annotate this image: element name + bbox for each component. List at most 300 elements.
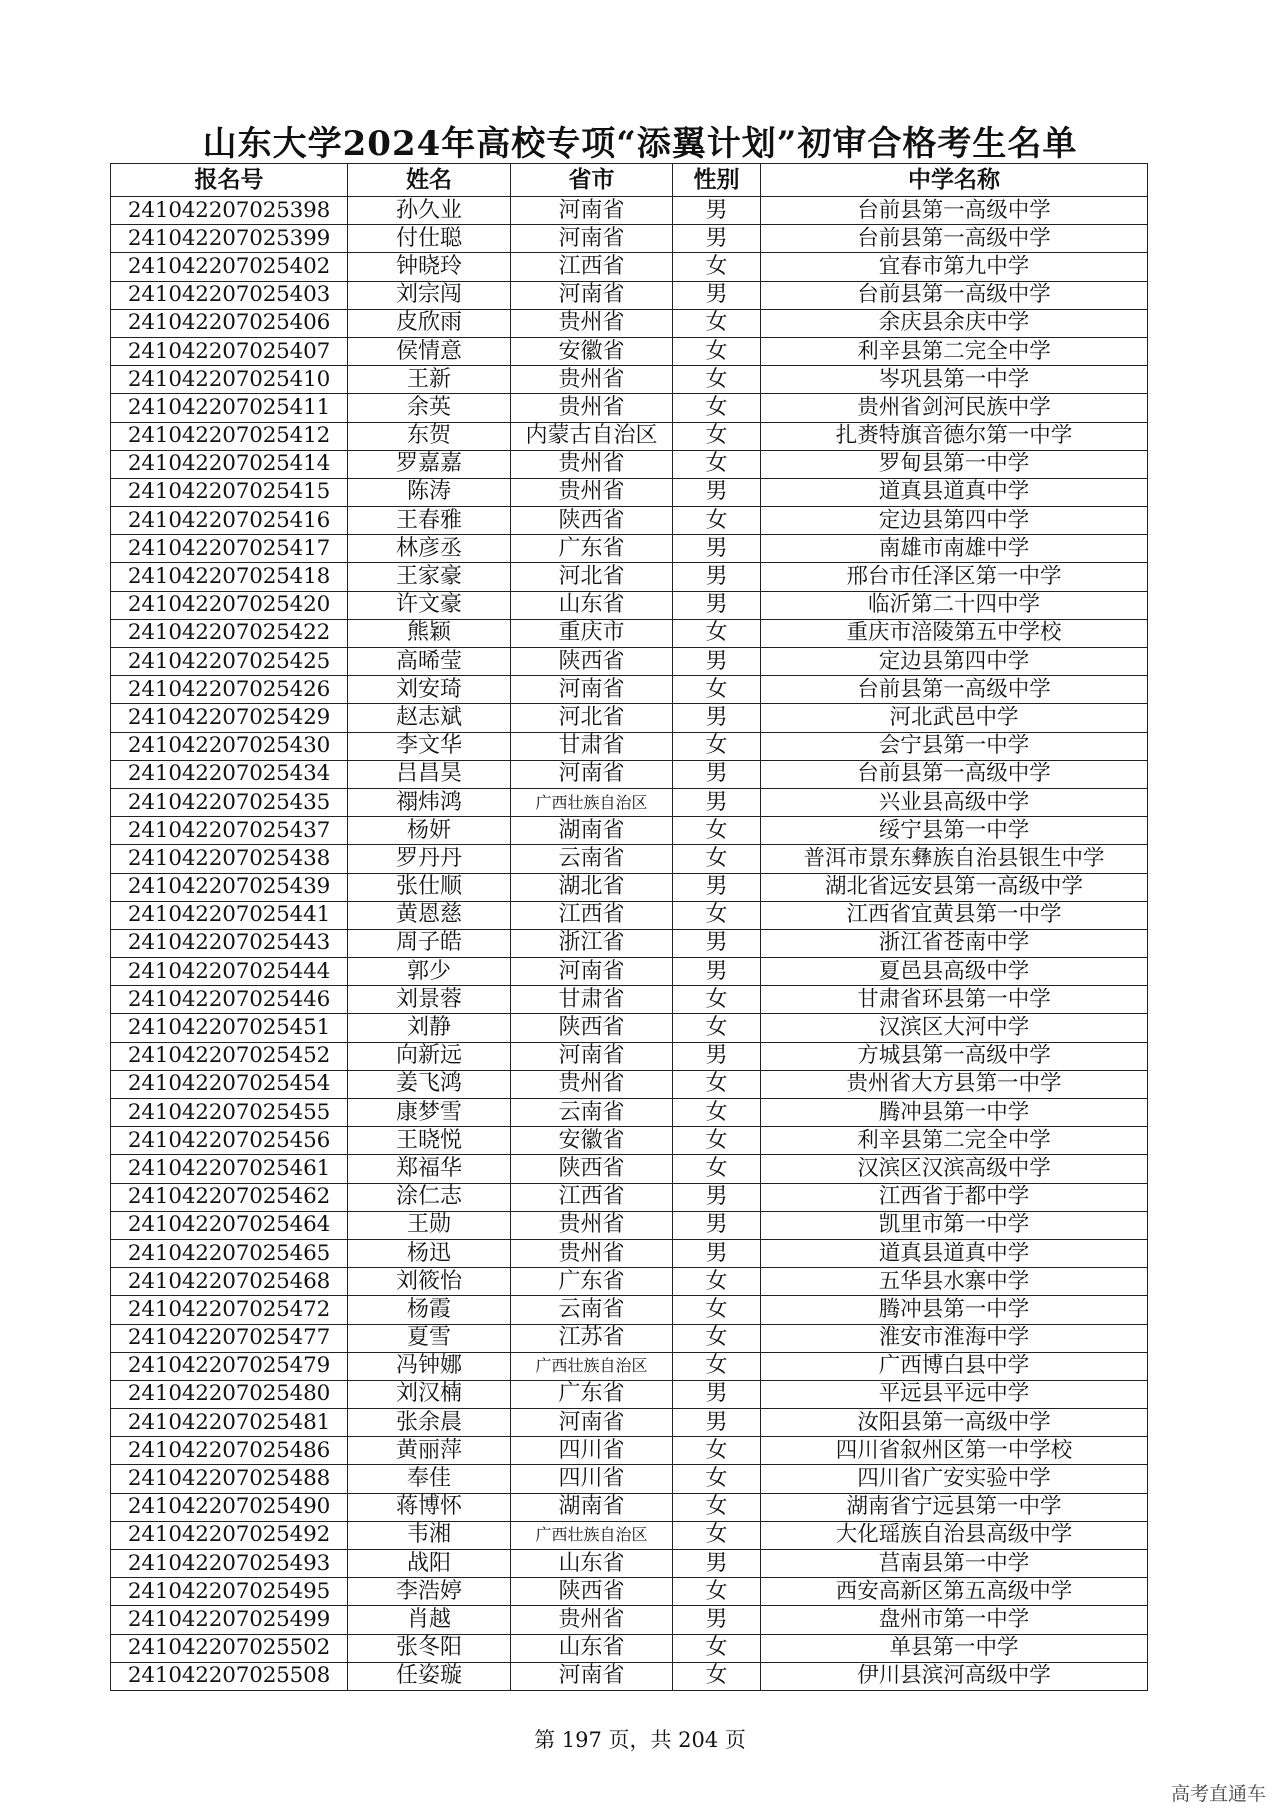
registration-number-cell: 241042207025412	[111, 422, 348, 450]
table-row	[111, 535, 1148, 563]
school-cell: 台前县第一高级中学	[761, 225, 1148, 253]
registration-number-cell: 241042207025468	[111, 1268, 348, 1296]
province-cell: 广西壮族自治区	[511, 1352, 673, 1380]
student-name-cell: 韦湘	[348, 1521, 511, 1549]
province-cell: 山东省	[511, 1634, 673, 1662]
table-row	[111, 845, 1148, 873]
gender-cell: 男	[673, 1239, 761, 1267]
registration-number-cell: 241042207025477	[111, 1324, 348, 1352]
student-name-cell: 王家豪	[348, 563, 511, 591]
gender-cell: 女	[673, 901, 761, 929]
table-row	[111, 929, 1148, 957]
province-cell: 安徽省	[511, 337, 673, 365]
registration-number-cell: 241042207025472	[111, 1296, 348, 1324]
table-row	[111, 1437, 1148, 1465]
table-row	[111, 873, 1148, 901]
school-cell: 广西博白县中学	[761, 1352, 1148, 1380]
province-cell: 河南省	[511, 225, 673, 253]
province-cell: 贵州省	[511, 366, 673, 394]
school-cell: 定边县第四中学	[761, 507, 1148, 535]
gender-cell: 男	[673, 648, 761, 676]
registration-number-cell: 241042207025502	[111, 1634, 348, 1662]
province-cell: 广东省	[511, 1268, 673, 1296]
registration-number-cell: 241042207025508	[111, 1662, 348, 1690]
table-row	[111, 1183, 1148, 1211]
table-row	[111, 958, 1148, 986]
table-row	[111, 1268, 1148, 1296]
gender-cell: 女	[673, 337, 761, 365]
registration-number-cell: 241042207025465	[111, 1239, 348, 1267]
school-cell: 贵州省剑河民族中学	[761, 394, 1148, 422]
school-cell: 重庆市涪陵第五中学校	[761, 619, 1148, 647]
gender-cell: 女	[673, 309, 761, 337]
registration-number-cell: 241042207025398	[111, 197, 348, 225]
student-name-cell: 黄恩慈	[348, 901, 511, 929]
table-row	[111, 507, 1148, 535]
gender-cell: 女	[673, 1070, 761, 1098]
school-cell: 莒南县第一中学	[761, 1550, 1148, 1578]
student-name-cell: 周子皓	[348, 929, 511, 957]
student-name-cell: 王春雅	[348, 507, 511, 535]
student-name-cell: 张仕顺	[348, 873, 511, 901]
province-cell: 江西省	[511, 253, 673, 281]
student-name-cell: 林彦丞	[348, 535, 511, 563]
student-name-cell: 王晓悦	[348, 1127, 511, 1155]
student-name-cell: 康梦雪	[348, 1099, 511, 1127]
school-cell: 西安高新区第五高级中学	[761, 1578, 1148, 1606]
registration-number-cell: 241042207025438	[111, 845, 348, 873]
table-row	[111, 1634, 1148, 1662]
province-cell: 河南省	[511, 197, 673, 225]
gender-cell: 女	[673, 619, 761, 647]
student-name-cell: 黄丽萍	[348, 1437, 511, 1465]
province-cell: 安徽省	[511, 1127, 673, 1155]
registration-number-cell: 241042207025479	[111, 1352, 348, 1380]
table-row	[111, 817, 1148, 845]
school-cell: 邢台市任泽区第一中学	[761, 563, 1148, 591]
student-name-cell: 张余晨	[348, 1409, 511, 1437]
school-cell: 道真县道真中学	[761, 478, 1148, 506]
table-row	[111, 1493, 1148, 1521]
table-row	[111, 1352, 1148, 1380]
school-cell: 汝阳县第一高级中学	[761, 1409, 1148, 1437]
school-cell: 夏邑县高级中学	[761, 958, 1148, 986]
table-row	[111, 1099, 1148, 1127]
header-school: 中学名称	[761, 164, 1148, 197]
student-name-cell: 夏雪	[348, 1324, 511, 1352]
gender-cell: 女	[673, 1127, 761, 1155]
province-cell: 湖北省	[511, 873, 673, 901]
gender-cell: 女	[673, 1634, 761, 1662]
registration-number-cell: 241042207025462	[111, 1183, 348, 1211]
gender-cell: 女	[673, 1465, 761, 1493]
province-cell: 河南省	[511, 1409, 673, 1437]
gender-cell: 男	[673, 704, 761, 732]
registration-number-cell: 241042207025444	[111, 958, 348, 986]
school-cell: 四川省广安实验中学	[761, 1465, 1148, 1493]
gender-cell: 女	[673, 817, 761, 845]
gender-cell: 男	[673, 1211, 761, 1239]
student-name-cell: 张冬阳	[348, 1634, 511, 1662]
student-name-cell: 高晞莹	[348, 648, 511, 676]
student-name-cell: 杨霞	[348, 1296, 511, 1324]
registration-number-cell: 241042207025426	[111, 676, 348, 704]
gender-cell: 女	[673, 422, 761, 450]
school-cell: 湖北省远安县第一高级中学	[761, 873, 1148, 901]
student-name-cell: 孙久业	[348, 197, 511, 225]
header-gender: 性别	[673, 164, 761, 197]
province-cell: 甘肃省	[511, 986, 673, 1014]
registration-number-cell: 241042207025493	[111, 1550, 348, 1578]
registration-number-cell: 241042207025418	[111, 563, 348, 591]
gender-cell: 男	[673, 225, 761, 253]
student-name-cell: 姜飞鸿	[348, 1070, 511, 1098]
province-cell: 云南省	[511, 1296, 673, 1324]
province-cell: 河南省	[511, 760, 673, 788]
province-cell: 山东省	[511, 1550, 673, 1578]
province-cell: 贵州省	[511, 1211, 673, 1239]
registration-number-cell: 241042207025441	[111, 901, 348, 929]
student-name-cell: 侯情意	[348, 337, 511, 365]
student-name-cell: 陈涛	[348, 478, 511, 506]
school-cell: 大化瑶族自治县高级中学	[761, 1521, 1148, 1549]
table-row	[111, 901, 1148, 929]
school-cell: 岑巩县第一中学	[761, 366, 1148, 394]
registration-number-cell: 241042207025425	[111, 648, 348, 676]
province-cell: 河南省	[511, 1042, 673, 1070]
registration-number-cell: 241042207025455	[111, 1099, 348, 1127]
province-cell: 湖南省	[511, 817, 673, 845]
student-name-cell: 奉佳	[348, 1465, 511, 1493]
school-cell: 方城县第一高级中学	[761, 1042, 1148, 1070]
student-name-cell: 郑福华	[348, 1155, 511, 1183]
school-cell: 会宁县第一中学	[761, 732, 1148, 760]
registration-number-cell: 241042207025422	[111, 619, 348, 647]
gender-cell: 男	[673, 929, 761, 957]
table-row	[111, 366, 1148, 394]
registration-number-cell: 241042207025454	[111, 1070, 348, 1098]
student-name-cell: 许文豪	[348, 591, 511, 619]
province-cell: 江西省	[511, 901, 673, 929]
school-cell: 普洱市景东彝族自治县银生中学	[761, 845, 1148, 873]
table-row	[111, 1380, 1148, 1408]
school-cell: 汉滨区汉滨高级中学	[761, 1155, 1148, 1183]
table-row	[111, 1042, 1148, 1070]
school-cell: 兴业县高级中学	[761, 788, 1148, 816]
province-cell: 湖南省	[511, 1493, 673, 1521]
school-cell: 甘肃省环县第一中学	[761, 986, 1148, 1014]
table-row	[111, 1550, 1148, 1578]
student-name-cell: 蒋博怀	[348, 1493, 511, 1521]
table-row	[111, 281, 1148, 309]
gender-cell: 男	[673, 1606, 761, 1634]
gender-cell: 男	[673, 1409, 761, 1437]
candidate-table	[110, 163, 1148, 1691]
table-row	[111, 253, 1148, 281]
registration-number-cell: 241042207025411	[111, 394, 348, 422]
school-cell: 汉滨区大河中学	[761, 1014, 1148, 1042]
registration-number-cell: 241042207025406	[111, 309, 348, 337]
registration-number-cell: 241042207025495	[111, 1578, 348, 1606]
gender-cell: 女	[673, 1099, 761, 1127]
province-cell: 河南省	[511, 281, 673, 309]
student-name-cell: 付仕聪	[348, 225, 511, 253]
province-cell: 河南省	[511, 958, 673, 986]
page-footer: 第 197 页，共 204 页	[534, 1728, 746, 1752]
school-cell: 淮安市淮海中学	[761, 1324, 1148, 1352]
table-row	[111, 676, 1148, 704]
student-name-cell: 肖越	[348, 1606, 511, 1634]
gender-cell: 男	[673, 535, 761, 563]
table-row	[111, 1296, 1148, 1324]
gender-cell: 女	[673, 394, 761, 422]
table-row	[111, 1465, 1148, 1493]
table-row	[111, 704, 1148, 732]
province-cell: 内蒙古自治区	[511, 422, 673, 450]
table-header-row	[111, 164, 1148, 197]
table-row	[111, 1155, 1148, 1183]
table-row	[111, 309, 1148, 337]
gender-cell: 女	[673, 1155, 761, 1183]
student-name-cell: 向新远	[348, 1042, 511, 1070]
gender-cell: 女	[673, 1493, 761, 1521]
registration-number-cell: 241042207025488	[111, 1465, 348, 1493]
school-cell: 临沂第二十四中学	[761, 591, 1148, 619]
registration-number-cell: 241042207025416	[111, 507, 348, 535]
province-cell: 河南省	[511, 676, 673, 704]
student-name-cell: 赵志斌	[348, 704, 511, 732]
registration-number-cell: 241042207025492	[111, 1521, 348, 1549]
gender-cell: 男	[673, 478, 761, 506]
gender-cell: 女	[673, 253, 761, 281]
table-row	[111, 732, 1148, 760]
province-cell: 广西壮族自治区	[511, 1521, 673, 1549]
gender-cell: 女	[673, 676, 761, 704]
student-name-cell: 任姿璇	[348, 1662, 511, 1690]
header-name: 姓名	[348, 164, 511, 197]
gender-cell: 男	[673, 873, 761, 901]
province-cell: 陕西省	[511, 648, 673, 676]
gender-cell: 女	[673, 507, 761, 535]
school-cell: 伊川县滨河高级中学	[761, 1662, 1148, 1690]
registration-number-cell: 241042207025434	[111, 760, 348, 788]
table-row	[111, 1521, 1148, 1549]
gender-cell: 男	[673, 1380, 761, 1408]
table-row	[111, 986, 1148, 1014]
registration-number-cell: 241042207025399	[111, 225, 348, 253]
gender-cell: 男	[673, 281, 761, 309]
registration-number-cell: 241042207025499	[111, 1606, 348, 1634]
registration-number-cell: 241042207025490	[111, 1493, 348, 1521]
school-cell: 五华县水寨中学	[761, 1268, 1148, 1296]
province-cell: 河北省	[511, 563, 673, 591]
document-title: 山东大学2024年高校专项“添翼计划”初审合格考生名单	[202, 124, 1078, 164]
gender-cell: 女	[673, 1352, 761, 1380]
table-row	[111, 1606, 1148, 1634]
province-cell: 陕西省	[511, 1578, 673, 1606]
school-cell: 腾冲县第一中学	[761, 1296, 1148, 1324]
school-cell: 台前县第一高级中学	[761, 676, 1148, 704]
table-row	[111, 1014, 1148, 1042]
province-cell: 贵州省	[511, 1239, 673, 1267]
table-row	[111, 591, 1148, 619]
table-row	[111, 450, 1148, 478]
student-name-cell: 禤炜鸿	[348, 788, 511, 816]
student-name-cell: 李浩婷	[348, 1578, 511, 1606]
school-cell: 定边县第四中学	[761, 648, 1148, 676]
school-cell: 贵州省大方县第一中学	[761, 1070, 1148, 1098]
registration-number-cell: 241042207025402	[111, 253, 348, 281]
province-cell: 四川省	[511, 1437, 673, 1465]
table-row	[111, 225, 1148, 253]
school-cell: 余庆县余庆中学	[761, 309, 1148, 337]
gender-cell: 女	[673, 1521, 761, 1549]
student-name-cell: 刘汉楠	[348, 1380, 511, 1408]
gender-cell: 女	[673, 1437, 761, 1465]
table-row	[111, 337, 1148, 365]
school-cell: 台前县第一高级中学	[761, 760, 1148, 788]
registration-number-cell: 241042207025451	[111, 1014, 348, 1042]
registration-number-cell: 241042207025480	[111, 1380, 348, 1408]
province-cell: 江苏省	[511, 1324, 673, 1352]
table-row	[111, 1324, 1148, 1352]
school-cell: 浙江省苍南中学	[761, 929, 1148, 957]
student-name-cell: 杨迅	[348, 1239, 511, 1267]
gender-cell: 男	[673, 1550, 761, 1578]
gender-cell: 男	[673, 788, 761, 816]
student-name-cell: 罗丹丹	[348, 845, 511, 873]
registration-number-cell: 241042207025435	[111, 788, 348, 816]
table-body	[111, 197, 1148, 1691]
school-cell: 道真县道真中学	[761, 1239, 1148, 1267]
province-cell: 贵州省	[511, 309, 673, 337]
student-name-cell: 刘安琦	[348, 676, 511, 704]
registration-number-cell: 241042207025452	[111, 1042, 348, 1070]
student-name-cell: 郭少	[348, 958, 511, 986]
table-row	[111, 788, 1148, 816]
province-cell: 广西壮族自治区	[511, 788, 673, 816]
gender-cell: 女	[673, 1014, 761, 1042]
student-name-cell: 王勋	[348, 1211, 511, 1239]
table-row	[111, 1239, 1148, 1267]
registration-number-cell: 241042207025415	[111, 478, 348, 506]
header-province: 省市	[511, 164, 673, 197]
student-name-cell: 刘静	[348, 1014, 511, 1042]
gender-cell: 男	[673, 591, 761, 619]
province-cell: 广东省	[511, 535, 673, 563]
table-row	[111, 619, 1148, 647]
registration-number-cell: 241042207025439	[111, 873, 348, 901]
school-cell: 绥宁县第一中学	[761, 817, 1148, 845]
gender-cell: 男	[673, 1042, 761, 1070]
table-row	[111, 478, 1148, 506]
province-cell: 四川省	[511, 1465, 673, 1493]
gender-cell: 女	[673, 1578, 761, 1606]
school-cell: 宜春市第九中学	[761, 253, 1148, 281]
student-name-cell: 东贺	[348, 422, 511, 450]
school-cell: 南雄市南雄中学	[761, 535, 1148, 563]
registration-number-cell: 241042207025410	[111, 366, 348, 394]
province-cell: 甘肃省	[511, 732, 673, 760]
table-row	[111, 197, 1148, 225]
school-cell: 利辛县第二完全中学	[761, 1127, 1148, 1155]
student-name-cell: 战阳	[348, 1550, 511, 1578]
table-row	[111, 648, 1148, 676]
student-name-cell: 吕昌昊	[348, 760, 511, 788]
province-cell: 云南省	[511, 1099, 673, 1127]
gender-cell: 男	[673, 1183, 761, 1211]
school-cell: 腾冲县第一中学	[761, 1099, 1148, 1127]
school-cell: 河北武邑中学	[761, 704, 1148, 732]
province-cell: 重庆市	[511, 619, 673, 647]
student-name-cell: 王新	[348, 366, 511, 394]
student-name-cell: 冯钟娜	[348, 1352, 511, 1380]
student-name-cell: 皮欣雨	[348, 309, 511, 337]
table-row	[111, 760, 1148, 788]
table-row	[111, 1409, 1148, 1437]
student-name-cell: 刘筱怡	[348, 1268, 511, 1296]
school-cell: 凯里市第一中学	[761, 1211, 1148, 1239]
gender-cell: 女	[673, 986, 761, 1014]
gender-cell: 男	[673, 563, 761, 591]
registration-number-cell: 241042207025407	[111, 337, 348, 365]
student-name-cell: 涂仁志	[348, 1183, 511, 1211]
registration-number-cell: 241042207025461	[111, 1155, 348, 1183]
province-cell: 贵州省	[511, 1606, 673, 1634]
school-cell: 利辛县第二完全中学	[761, 337, 1148, 365]
province-cell: 河北省	[511, 704, 673, 732]
province-cell: 陕西省	[511, 1014, 673, 1042]
registration-number-cell: 241042207025429	[111, 704, 348, 732]
header-registration-number: 报名号	[111, 164, 348, 197]
gender-cell: 男	[673, 760, 761, 788]
registration-number-cell: 241042207025414	[111, 450, 348, 478]
province-cell: 贵州省	[511, 1070, 673, 1098]
gender-cell: 女	[673, 1296, 761, 1324]
table-row	[111, 1070, 1148, 1098]
school-cell: 单县第一中学	[761, 1634, 1148, 1662]
registration-number-cell: 241042207025456	[111, 1127, 348, 1155]
gender-cell: 女	[673, 450, 761, 478]
student-name-cell: 余英	[348, 394, 511, 422]
province-cell: 陕西省	[511, 1155, 673, 1183]
school-cell: 四川省叙州区第一中学校	[761, 1437, 1148, 1465]
registration-number-cell: 241042207025443	[111, 929, 348, 957]
school-cell: 盘州市第一中学	[761, 1606, 1148, 1634]
table-row	[111, 1578, 1148, 1606]
student-name-cell: 刘宗闯	[348, 281, 511, 309]
school-cell: 江西省宜黄县第一中学	[761, 901, 1148, 929]
registration-number-cell: 241042207025417	[111, 535, 348, 563]
school-cell: 扎赉特旗音德尔第一中学	[761, 422, 1148, 450]
school-cell: 湖南省宁远县第一中学	[761, 1493, 1148, 1521]
table-row	[111, 1211, 1148, 1239]
gender-cell: 女	[673, 1268, 761, 1296]
table-row	[111, 563, 1148, 591]
student-name-cell: 李文华	[348, 732, 511, 760]
gender-cell: 女	[673, 732, 761, 760]
student-name-cell: 罗嘉嘉	[348, 450, 511, 478]
province-cell: 江西省	[511, 1183, 673, 1211]
registration-number-cell: 241042207025403	[111, 281, 348, 309]
table-row	[111, 1127, 1148, 1155]
school-cell: 罗甸县第一中学	[761, 450, 1148, 478]
registration-number-cell: 241042207025437	[111, 817, 348, 845]
registration-number-cell: 241042207025481	[111, 1409, 348, 1437]
gender-cell: 女	[673, 1662, 761, 1690]
province-cell: 贵州省	[511, 394, 673, 422]
province-cell: 贵州省	[511, 450, 673, 478]
